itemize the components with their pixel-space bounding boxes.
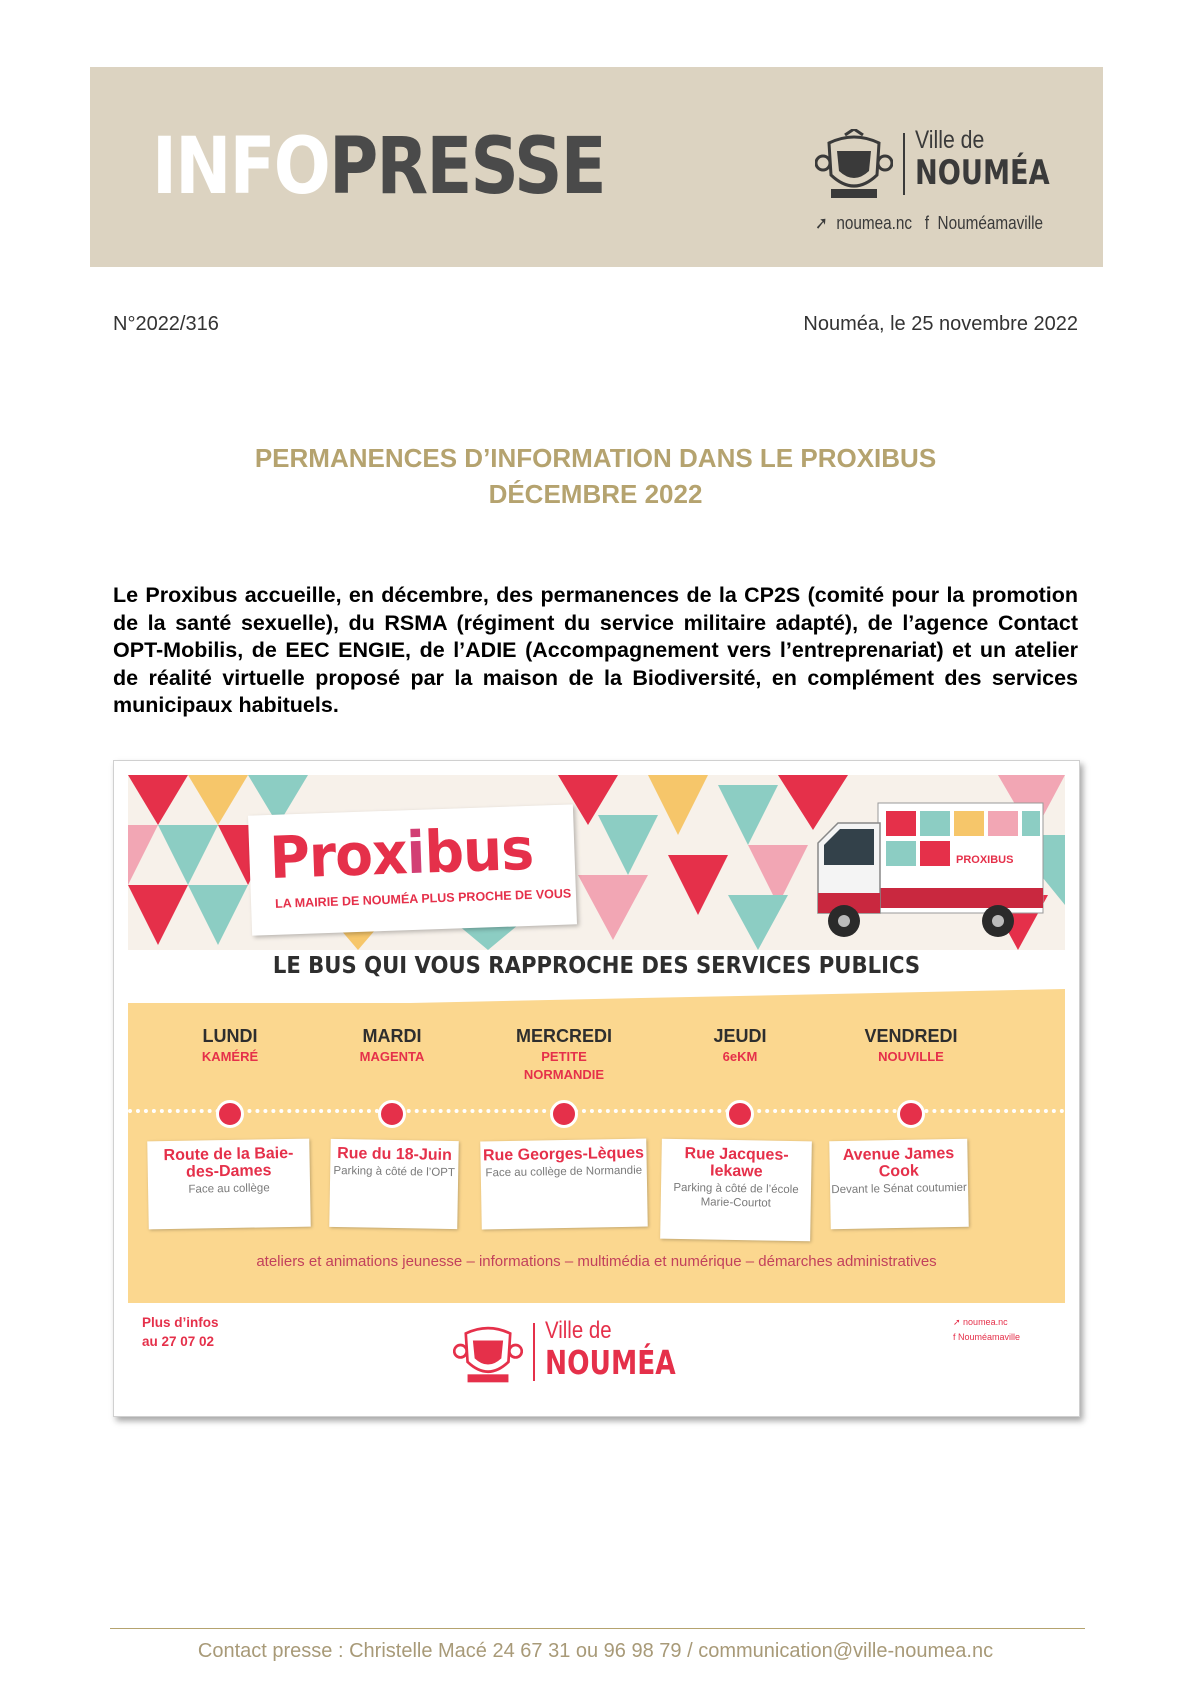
timeline-pin-vendredi: [897, 1100, 925, 1128]
facebook-icon: f: [953, 1332, 959, 1342]
timeline-pin-jeudi: [726, 1100, 754, 1128]
headline: [0, 440, 1191, 512]
web-link[interactable]: noumea.nc: [836, 213, 913, 233]
poster-slogan: LE BUS QUI VOUS RAPPROCHE DES SERVICES PUBLICS: [272, 953, 921, 979]
headline-line2: DÉCEMBRE 2022: [488, 479, 703, 509]
location-card-jeudi: Rue Jacques-Iekawe Parking à côté de l’école Marie-Courtot: [660, 1139, 812, 1242]
timeline-pin-mardi: [378, 1100, 406, 1128]
location-card-vendredi: Avenue James Cook Devant le Sénat coutumier: [829, 1139, 969, 1229]
press-date: Nouméa, le 25 novembre 2022: [803, 313, 1078, 335]
logo-ville-de: Ville de: [915, 126, 985, 154]
press-reference-number: N°2022/316: [113, 313, 219, 335]
day-jeudi: JEUDI 6eKM: [713, 1026, 767, 1064]
web-icon: ➚: [815, 213, 828, 233]
crest-icon: [815, 129, 893, 201]
proxibus-title: Proxibus: [268, 814, 535, 892]
services-line: ateliers et animations jeunesse – informations – multimédia et numérique – démarches administratives: [256, 1253, 937, 1270]
day-vendredi: VENDREDI NOUVILLE: [864, 1026, 958, 1064]
timeline-pin-lundi: [216, 1100, 244, 1128]
poster-logo-divider: [533, 1323, 535, 1381]
timeline-pin-mercredi: [550, 1100, 578, 1128]
facebook-icon: f: [924, 213, 930, 233]
headline-line1: PERMANENCES D’INFORMATION DANS LE PROXIBUS: [254, 443, 937, 473]
header-banner: [90, 67, 1103, 267]
truck-illustration: [808, 793, 1048, 948]
proxibus-title-badge: [248, 804, 577, 935]
day-mercredi: MERCREDI PETITE NORMANDIE: [515, 1026, 612, 1082]
facebook-link[interactable]: Nouméamaville: [937, 213, 1044, 233]
ville-noumea-logo: [815, 125, 1075, 233]
proxibus-poster: [113, 760, 1080, 1417]
poster-social-links: ➚ noumea.nc f Nouméamaville: [953, 1317, 1021, 1342]
poster-ville-noumea-logo: Ville de NOUMÉA: [453, 1317, 713, 1389]
proxibus-subtitle: LA MAIRIE DE NOUMÉA PLUS PROCHE DE VOUS: [274, 886, 572, 911]
crest-icon: [453, 1321, 523, 1385]
web-icon: ➚: [953, 1317, 964, 1327]
logo-noumea: NOUMÉA: [915, 153, 1050, 193]
day-mardi: MARDI MAGENTA: [359, 1026, 425, 1064]
location-card-mardi: Rue du 18-Juin Parking à côté de l’OPT: [329, 1139, 459, 1229]
poster-canvas: [128, 775, 1065, 1402]
lead-paragraph: Le Proxibus accueille, en décembre, des permanences de la CP2S (comité pour la promotion de la santé sexuelle), du RSMA (régiment du service militaire adapté), de l’agence Contact OPT-Mobilis, de EEC ENGIE, de l’ADIE (Accompagnement vers l’entreprenariat) et un atelier de réalité virtuelle proposé par la maison de la Biodiversité, en complément des services municipaux habituels.: [113, 583, 1078, 717]
logo-social-links: [815, 213, 1052, 234]
location-card-lundi: Route de la Baie-des-Dames Face au collège: [147, 1139, 311, 1230]
press-contact-footer: Contact presse : Christelle Macé 24 67 31 ou 96 98 79 / communication@ville-noumea.nc: [197, 1640, 994, 1662]
poster-footer: [128, 1303, 1065, 1402]
more-info-phone: Plus d’infos au 27 07 02: [142, 1315, 219, 1349]
day-lundi: LUNDI KAMÉRÉ: [201, 1026, 259, 1064]
footer-divider: [110, 1628, 1085, 1629]
info-presse-title: INFOPRESSE: [152, 122, 605, 212]
truck-label: PROXIBUS: [956, 854, 1014, 866]
location-card-mercredi: Rue Georges-Lèques Face au collège de Normandie: [480, 1139, 648, 1230]
logo-divider: [903, 133, 905, 195]
